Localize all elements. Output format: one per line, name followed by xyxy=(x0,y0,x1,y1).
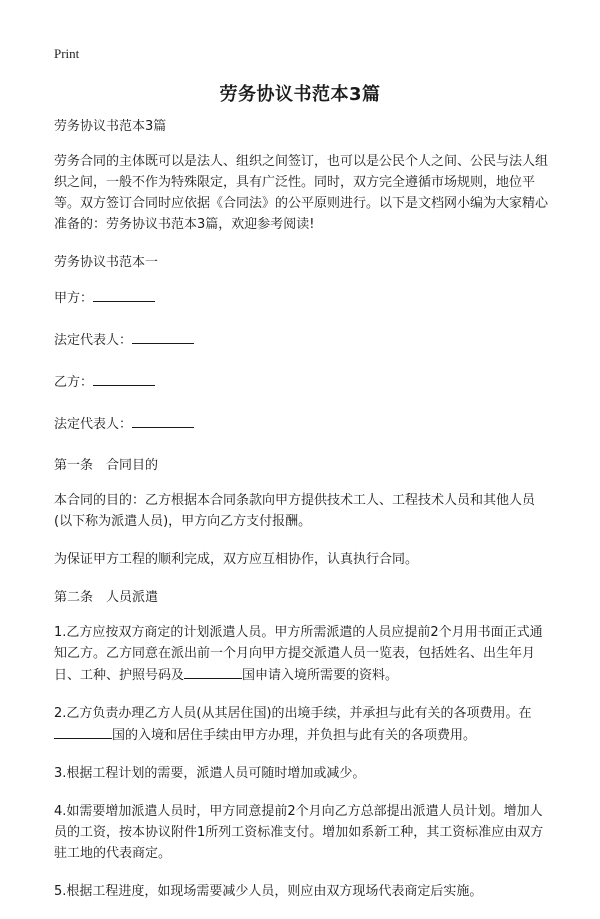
article-one-paragraph-2: 为保证甲方工程的顺利完成，双方应互相协作，认真执行合同。 xyxy=(54,552,419,567)
clause-5: 5.根据工程进度，如现场需要减少人员，则应由双方现场代表商定后实施。 xyxy=(54,884,483,899)
clause-2 xyxy=(54,703,548,746)
field-label: 法定代表人： xyxy=(54,333,133,348)
article-one-paragraph: 本合同的目的：乙方根据本合同条款向甲方提供技术工人、工程技术人员和其他人员(以下称为派遣人员)，甲方向乙方支付报酬。 xyxy=(54,493,536,529)
clause-2-text-end: 国的入境和居住手续由甲方办理，并负担与此有关的各项费用。 xyxy=(112,728,477,743)
intro-paragraph: 劳务合同的主体既可以是法人、组织之间签订，也可以是公民个人之间、公民与法人组织之间，一般不作为特殊限定，具有广泛性。同时，双方完全遵循市场规则，地位平等。双方签订合同时应依据《合同法》的公平原则进行。以下是文档网小编为大家精心准备的：劳务协议书范本3篇，欢迎参考阅读! xyxy=(54,154,549,232)
blank-line xyxy=(132,413,194,428)
blank-line xyxy=(93,371,155,386)
legal-rep-b-field xyxy=(54,413,548,435)
article-one-heading: 第一条 合同目的 xyxy=(54,458,159,473)
document-subtitle: 劳务协议书范本3篇 xyxy=(54,119,167,134)
blank-line xyxy=(54,724,112,739)
clause-4: 4.如需要增加派遣人员时，甲方同意提前2个月向乙方总部提出派遣人员计划。增加人员的工资，按本协议附件1所列工资标准支付。增加如系新工种，其工资标准应由双方驻工地的代表商定。 xyxy=(54,804,544,861)
field-label: 法定代表人： xyxy=(54,417,133,432)
blank-line xyxy=(93,287,155,302)
blank-line xyxy=(132,329,194,344)
party-b-field xyxy=(54,371,548,393)
party-a-field xyxy=(54,287,548,309)
section-one-heading: 劳务协议书范本一 xyxy=(54,255,159,270)
print-link[interactable]: Print xyxy=(54,46,80,61)
field-label: 乙方： xyxy=(54,375,94,390)
clause-2-text: 2.乙方负责办理乙方人员(从其居住国)的出境手续，并承担与此有关的各项费用。在 xyxy=(54,706,532,721)
field-label: 甲方： xyxy=(54,291,94,306)
article-two-heading: 第二条 人员派遣 xyxy=(54,590,159,605)
blank-line xyxy=(184,664,242,679)
document-title: 劳务协议书范本3篇 xyxy=(219,84,381,105)
clause-1-text-end: 国申请入境所需要的资料。 xyxy=(242,668,399,683)
clause-1 xyxy=(54,622,548,686)
clause-3: 3.根据工程计划的需要，派遣人员可随时增加或减少。 xyxy=(54,766,366,781)
legal-rep-a-field xyxy=(54,329,548,351)
document-body xyxy=(54,116,548,919)
clause-1-text: 1.乙方应按双方商定的计划派遣人员。甲方所需派遣的人员应提前2个月用书面正式通知乙方。乙方同意在派出前一个月向甲方提交派遣人员一览表，包括姓名、出生年月日、工种、护照号码及 xyxy=(54,625,543,683)
